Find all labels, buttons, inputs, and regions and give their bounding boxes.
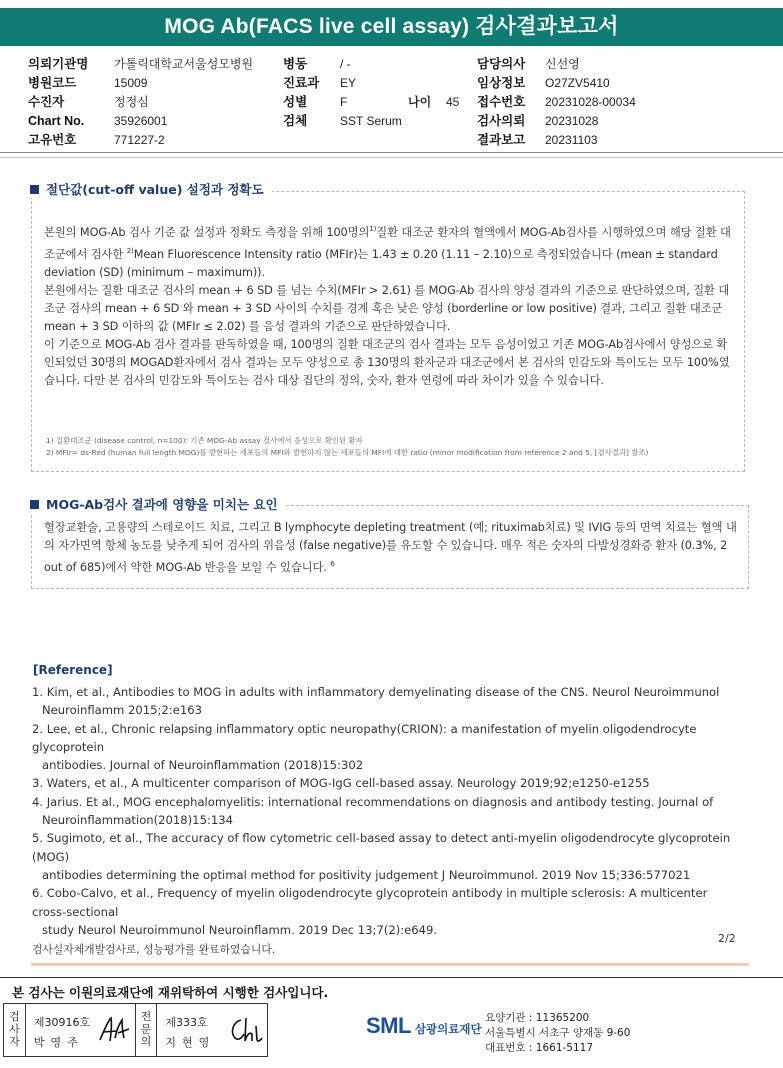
value-unique-no: 771227-2 — [114, 133, 165, 147]
inspector-signature — [97, 1014, 131, 1046]
value-department: EY — [340, 76, 357, 90]
reference-6-line-3: study Neurol Neuroimmunol Neuroinflamm. 2019 Dec 13;7(2):e649. — [42, 922, 438, 937]
specialist-label — [136, 1004, 158, 1056]
reference-1 — [32, 683, 747, 720]
reference-list — [32, 683, 747, 959]
patient-info-col3 — [477, 55, 636, 150]
reference-2-line-1: 2. Lee, et al., Chronic relapsing inflammatory optic neuropathy(CRION): a manifestation of myelin oligodendrocyte glycoprotein — [32, 721, 697, 754]
inspector-name: 박영주 — [33, 1036, 84, 1049]
sml-logo — [366, 1013, 482, 1039]
reference-2 — [32, 720, 747, 775]
cutoff-text-a: 본원의 MOG-Ab 검사 기준 값 설정과 정확도 측정을 위해 100명의 — [44, 225, 370, 239]
label-chart-no: Chart No. — [28, 114, 85, 128]
value-ward: / - — [340, 57, 351, 71]
footnote-ref-6: 6 — [330, 560, 335, 569]
reference-6-line-2: cross-sectional — [32, 904, 119, 919]
specialist-label-char: 문 — [140, 1022, 152, 1036]
header-divider-2 — [0, 157, 783, 158]
value-hospital-code: 15009 — [114, 76, 148, 90]
inspector-cell — [26, 1004, 136, 1056]
value-specimen: SST Serum — [340, 114, 402, 128]
reference-4-line-1: 4. Jarius. Et al., MOG encephalomyelitis: international recommendations on diagnosis and antibody testing. Journal of — [32, 794, 714, 809]
specialist-signature — [227, 1014, 263, 1046]
inspector-label — [4, 1004, 26, 1056]
label-specimen: 검체 — [283, 114, 308, 128]
footnote-ref-1: 1) — [369, 225, 377, 233]
label-age: 나이 — [408, 95, 432, 109]
value-report-date: 20231103 — [545, 133, 598, 147]
section-title-cutoff — [30, 180, 272, 198]
signature-box — [3, 1003, 268, 1057]
label-ward: 병동 — [283, 57, 308, 71]
inspector-label-char: 자 — [9, 1035, 20, 1049]
label-doctor: 담당의사 — [477, 57, 526, 71]
footnote-2: 2) MFIr= ds-Red (human full length MOG)를 발현하는 세포들의 MFI와 발현하지 않는 세포들의 MFI에 대한 ratio (minor modification from reference 2 and 5, [검사결과] 참조) — [46, 448, 649, 457]
outsourcing-notice: 본 검사는 이원의료재단에 재위탁하여 시행한 검사입니다. — [12, 985, 329, 1000]
reference-2-line-2: antibodies. Journal of Neuroinflammation (2018)15:302 — [42, 758, 364, 773]
value-receipt-no: 20231028-00034 — [545, 95, 636, 109]
reference-1-line-2: Neuroinflamm 2015;2:e163 — [42, 703, 202, 718]
value-request-date: 20231028 — [545, 114, 599, 128]
patient-info-col2 — [283, 55, 459, 131]
specialist-name: 지현영 — [165, 1036, 216, 1049]
reference-title: [Reference] — [33, 663, 113, 677]
reference-4 — [32, 793, 747, 830]
bullet-square-icon — [30, 500, 39, 509]
value-requester: 가톨릭대학교서울성모병원 — [114, 57, 254, 71]
reference-4-line-2: Neuroinflammation(2018)15:134 — [42, 813, 233, 828]
inspector-label-char: 사 — [9, 1022, 20, 1036]
sml-logo-text: SML — [366, 1013, 411, 1038]
validation-note: 검사실자체개발검사로, 성능평가를 완료하였습니다. — [32, 943, 276, 957]
specialist-cell — [157, 1004, 267, 1056]
label-request-date: 검사의뢰 — [477, 114, 526, 128]
section-title-factors-text: MOG-Ab검사 결과에 영향을 미치는 요인 — [46, 497, 278, 512]
inspector-license-no: 제30916호 — [33, 1016, 91, 1029]
inspector-label-char: 검 — [9, 1010, 20, 1024]
value-doctor: 신선영 — [545, 57, 580, 71]
label-receipt-no: 접수번호 — [477, 95, 526, 109]
reference-5-line-1: 5. Sugimoto, et al., The accuracy of flow cytometric cell-based assay to detect anti-myelin oligodendrocyte glycoprotein (MOG) — [32, 831, 731, 864]
reference-6-line-1: 6. Cobo-Calvo, et al., Frequency of myelin oligodendrocyte glycoprotein antibody in multiple sclerosis: A multicenter — [32, 886, 708, 901]
cutoff-text-c: Mean Fluorescence Intensity ratio (MFIr)는 1.43 ± 0.20 (1.11 – 2.10)으로 측정되었습니다 (mean ± standard deviation (SD) (minimum – maximum)). — [44, 247, 718, 279]
specialist-label-char: 의 — [140, 1035, 152, 1049]
factors-text: 혈장교환술, 고용량의 스테로이드 치료, 그리고 B lymphocyte depleting treatment (예; rituximab치료) 및 IVIG 등의 면역 치료는 혈액 내의 자가면역 항체 농도를 낮추게 되어 검사의 위음성 (false negative)를 유도할 수 있습니다. 매우 적은 숫자의 다발성경화증 환자 (0.3%, 2 out of 685)에서 약한 MOG-Ab 반응을 보일 수 있습니다. — [44, 521, 737, 574]
label-clinical-info: 임상정보 — [477, 76, 526, 90]
header-divider — [0, 152, 783, 153]
label-unique-no: 고유번호 — [28, 133, 77, 147]
bullet-square-icon — [30, 185, 39, 194]
section-title-factors — [30, 495, 286, 513]
factors-paragraph — [44, 519, 740, 577]
page-number: 2/2 — [718, 932, 736, 945]
value-sex: F — [340, 95, 348, 109]
lab-info — [485, 1011, 630, 1056]
footnote-1: 1) 질환대조군 (disease control, n=100): 기존 MOG-Ab assay 검사에서 음성으로 확인된 환자 — [46, 436, 363, 445]
value-age: 45 — [446, 95, 460, 109]
reference-1-line-1: 1. Kim, et al., Antibodies to MOG in adults with inflammatory demyelinating disease of the CNS. Neurol Neuroimmunol — [32, 685, 720, 699]
reference-3: 3. Waters, et al., A multicenter comparison of MOG-IgG cell-based assay. Neurology 2019;92;e1250-e1255 — [32, 776, 650, 791]
cutoff-text-sensitivity: 이 기준으로 MOG-Ab 검사 결과를 판독하였을 때, 100명의 질환 대조군의 검사 결과는 모두 음성이었고 기존 MOG-Ab검사에서 양성으로 확인되었던 30명의 MOGAD환자에서 검사 결과는 모두 양성으로 총 130명의 환자군과 대조군에서 본 검사의 민감도와 특이도는 모두 100%였습니다. 다만 본 검사의 민감도와 특이도는 검사 대상 집단의 정의, 숫자, 환자 연령에 따라 차이가 있을 수 있습니다. — [44, 338, 730, 388]
cutoff-text-b: 질환 대조군 환자의 혈액에서 MOG-Ab검사를 시행하였으며 해당 질환 대조군에서 검사한 — [44, 225, 731, 261]
sml-logo-korean: 삼광의료재단 — [414, 1022, 482, 1036]
specialist-label-char: 전 — [140, 1010, 152, 1024]
report-title: MOG Ab(FACS live cell assay) 검사결과보고서 — [0, 8, 783, 46]
reference-5-line-2: antibodies determining the optimal method for positivity judgement J Neuroimmunol. 2019 Nov 15;336:577021 — [42, 867, 691, 882]
reference-6 — [32, 884, 747, 939]
label-sex: 성별 — [283, 95, 308, 109]
lab-address: 서울특별시 서초구 양재동 9-60 — [485, 1027, 631, 1039]
label-report-date: 결과보고 — [477, 133, 526, 147]
reference-5 — [32, 829, 747, 884]
value-patient: 정정심 — [114, 95, 149, 109]
label-patient: 수진자 — [28, 95, 65, 109]
footer-divider — [31, 963, 749, 966]
specialist-license-no: 제333호 — [165, 1016, 208, 1029]
label-hospital-code: 병원코드 — [28, 76, 77, 90]
label-requester: 의뢰기관명 — [28, 57, 89, 71]
cutoff-paragraph — [44, 220, 736, 390]
lab-code: 요양기관 : 11365200 — [485, 1012, 590, 1024]
patient-info-col1 — [28, 55, 253, 150]
value-chart-no: 35926001 — [114, 114, 168, 128]
footnote-ref-2: 2) — [126, 246, 134, 255]
cutoff-text-criteria: 본원에서는 질환 대조군 검사의 mean + 6 SD 를 넘는 수치(MFIr > 2.61) 를 MOG-Ab 검사의 양성 결과의 기준으로 판단하였으며, 질환 대조군 검사의 mean + 6 SD 와 mean + 3 SD 사이의 수치를 경계 혹은 낮은 양성 (borderline or low positive) 결과, 그리고 질환 대조군 mean + 3 SD 이하의 값 (MFIr ≤ 2.02) 를 음성 결과의 기준으로 판단하였습니다. — [44, 283, 730, 333]
section-title-cutoff-text: 절단값(cut-off value) 설정과 정확도 — [46, 182, 264, 197]
label-department: 진료과 — [283, 76, 320, 90]
value-clinical-info: O27ZV5410 — [545, 76, 610, 90]
lab-phone: 대표번호 : 1661-5117 — [485, 1042, 594, 1054]
